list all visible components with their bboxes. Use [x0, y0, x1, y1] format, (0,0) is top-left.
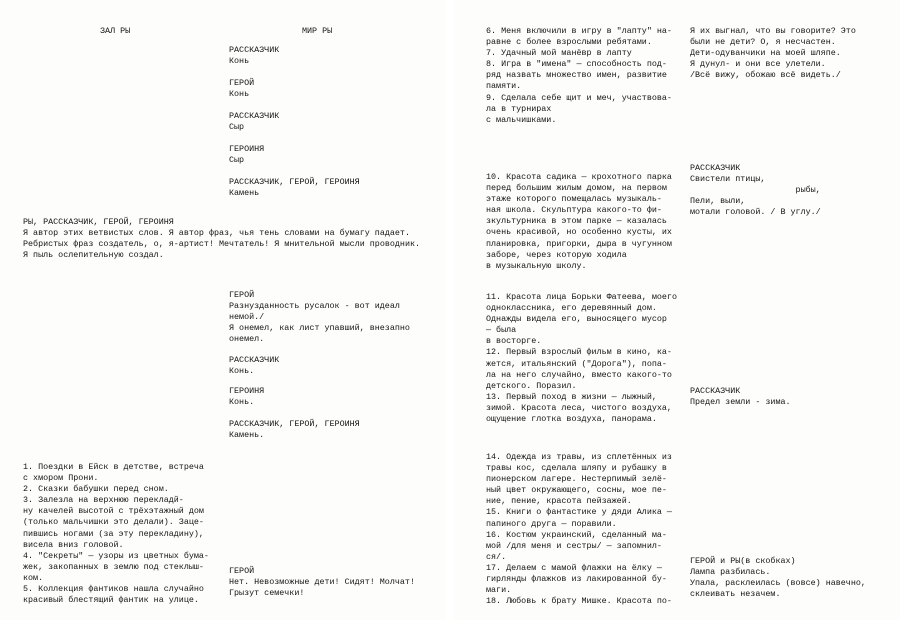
- hero-speech: Я их выгнал, что вы говорите? Это были не дети? О, я несчастен. Дети-одуванчики на моей шляпе. Я дунул- и они все улетели. /Всё вижу, обожаю всё видеть./: [690, 26, 856, 81]
- header-mir-ry: МИР РЫ: [302, 26, 333, 36]
- dialogue-speaker: ГЕРОИНЯ: [229, 144, 265, 154]
- dialogue-line: Камень: [229, 188, 260, 198]
- dialogue-speaker: ГЕРОЙ: [229, 78, 255, 88]
- dialogue-speaker: РАССКАЗЧИК: [229, 45, 280, 55]
- memories-list-6-9: 6. Меня включили в игру в "лапту" на- равне с более взрослыми ребятами. 7. Удачный мой манёвр в лапту 8. Игра в "имена" — способность под- ряд назвать множество имен, развитие памяти. 9. Сделала себе щит и меч, участвова- ла в турнирах с мальчишками.: [486, 26, 672, 125]
- memories-list-14-18: 14. Одежда из травы, из сплетённых из травы кос, сделала шляпу и рубашку в пионерском лагере. Нестерпимый зелё- ный цвет окружающего, сосны, мое пе- ние, пение, красота пейзажей. 15. Книги о фантастике у дяди Алика — папиного друга — поравили. 16. Костюм украинский, сделанный ма- мой /для меня и сестры/ — запомнил- ся/. 17. Делаем с мамой флажки на ёлку — гирлянды флажков из лакированной бу- маги. 18. Любовь к брату Мишке. Красота по-: [486, 452, 672, 607]
- dialogue-speaker: РАССКАЗЧИК: [229, 111, 280, 121]
- dialogue-speaker: РАССКАЗЧИК: [229, 355, 280, 365]
- dialogue-line: Конь: [229, 89, 250, 99]
- dialogue-speaker: ГЕРОЙ и РЫ(в скобках): [690, 556, 796, 566]
- dialogue-line: Сыр: [229, 122, 245, 132]
- dialogue-line: Конь.: [229, 366, 255, 376]
- memories-list-10: 10. Красота садика — крохотного парка перед большим жилым домом, на первом этаже которого помещалась музыкаль- ная школа. Скульптура какого-то фи- зкультурника в этом парке — казалась очень красивой, но особенно кусты, их планировка, пригорки, дыра в чугунном заборе, через которую ходила в музыкальную школу.: [486, 172, 672, 271]
- dialogue-speaker: РАССКАЗЧИК, ГЕРОЙ, ГЕРОИНЯ: [229, 419, 360, 429]
- dialogue-line: Конь.: [229, 397, 255, 407]
- memories-list-1-5: 1. Поездки в Ейск в детстве, встреча с хмором Прони. 2. Сказки бабушки перед сном. 3. Залезла на верхнюю перекладй- ну качелей высотой с трёхэтажный дом (только мальчишки это делали). Заце- пившись ногами (за эту перекладину), висела вниз головой. 4. "Секреты" — узоры из цветных бума- жек, закопанных в землю под стеклыш- ком. 5. Коллекция фантиков нашла случайно красивый блестящий фантик на улице.: [23, 462, 209, 606]
- dialogue-line: Свистели птицы, рыбы, Пели, выли, мотали головой. / В углу./: [690, 174, 821, 218]
- dialogue-speaker: РАССКАЗЧИК, ГЕРОЙ, ГЕРОИНЯ: [229, 177, 360, 187]
- dialogue-line: Нет. Невозможные дети! Сидят! Молчат! Грызут семечки!: [229, 577, 415, 599]
- right-page: [454, 0, 900, 620]
- dialogue-line: Конь: [229, 56, 250, 66]
- header-zal-ry: ЗАЛ РЫ: [100, 26, 131, 36]
- dialogue-line: Камень.: [229, 430, 265, 440]
- memories-list-11-13: 11. Красота лица Борьки Фатеева, моего одноклассника, его деревянный дом. Однажды видела его, выносящего мусор — была в восторге. 12. Первый взрослый фильм в кино, ка- жется, итальянский ("Дорога"), попа- ла на него случайно, вместо какого-то детского. Поразил. 13. Первый поход в жизни — лыжный, зимой. Красота леса, чистого воздуха, ощущение глотка воздуха, панорама.: [486, 292, 677, 425]
- dialogue-speaker: РАССКАЗЧИК: [690, 386, 741, 396]
- dialogue-line: Лампа разбилась. Упала, расклеилась (вовсе) навечно, склеивать незачем.: [690, 567, 866, 600]
- dialogue-speaker: ГЕРОЙ: [229, 290, 255, 300]
- left-page: [0, 0, 446, 620]
- dialogue-line: Предел земли - зима.: [690, 397, 791, 407]
- chorus-text: Я автор этих ветвистых слов. Я автор фраз, чья тень словами на бумагу падает. Ребристых фраз создатель, о, я-артист! Мечтатель! Я мнительной мысли проводник. Я пыль ослепительную создал.: [23, 228, 421, 261]
- dialogue-line: Разнузданность русалок - вот идеал немой./ Я онемел, как лист упавший, внезапно онемел.: [229, 301, 410, 345]
- dialogue-speaker: РАССКАЗЧИК: [690, 163, 741, 173]
- dialogue-speaker: ГЕРОИНЯ: [229, 386, 265, 396]
- chorus-speaker: РЫ, РАССКАЗЧИК, ГЕРОЙ, ГЕРОИНЯ: [23, 217, 174, 227]
- dialogue-line: Сыр: [229, 155, 245, 165]
- page-gutter: [446, 0, 454, 620]
- dialogue-speaker: ГЕРОЙ: [229, 566, 255, 576]
